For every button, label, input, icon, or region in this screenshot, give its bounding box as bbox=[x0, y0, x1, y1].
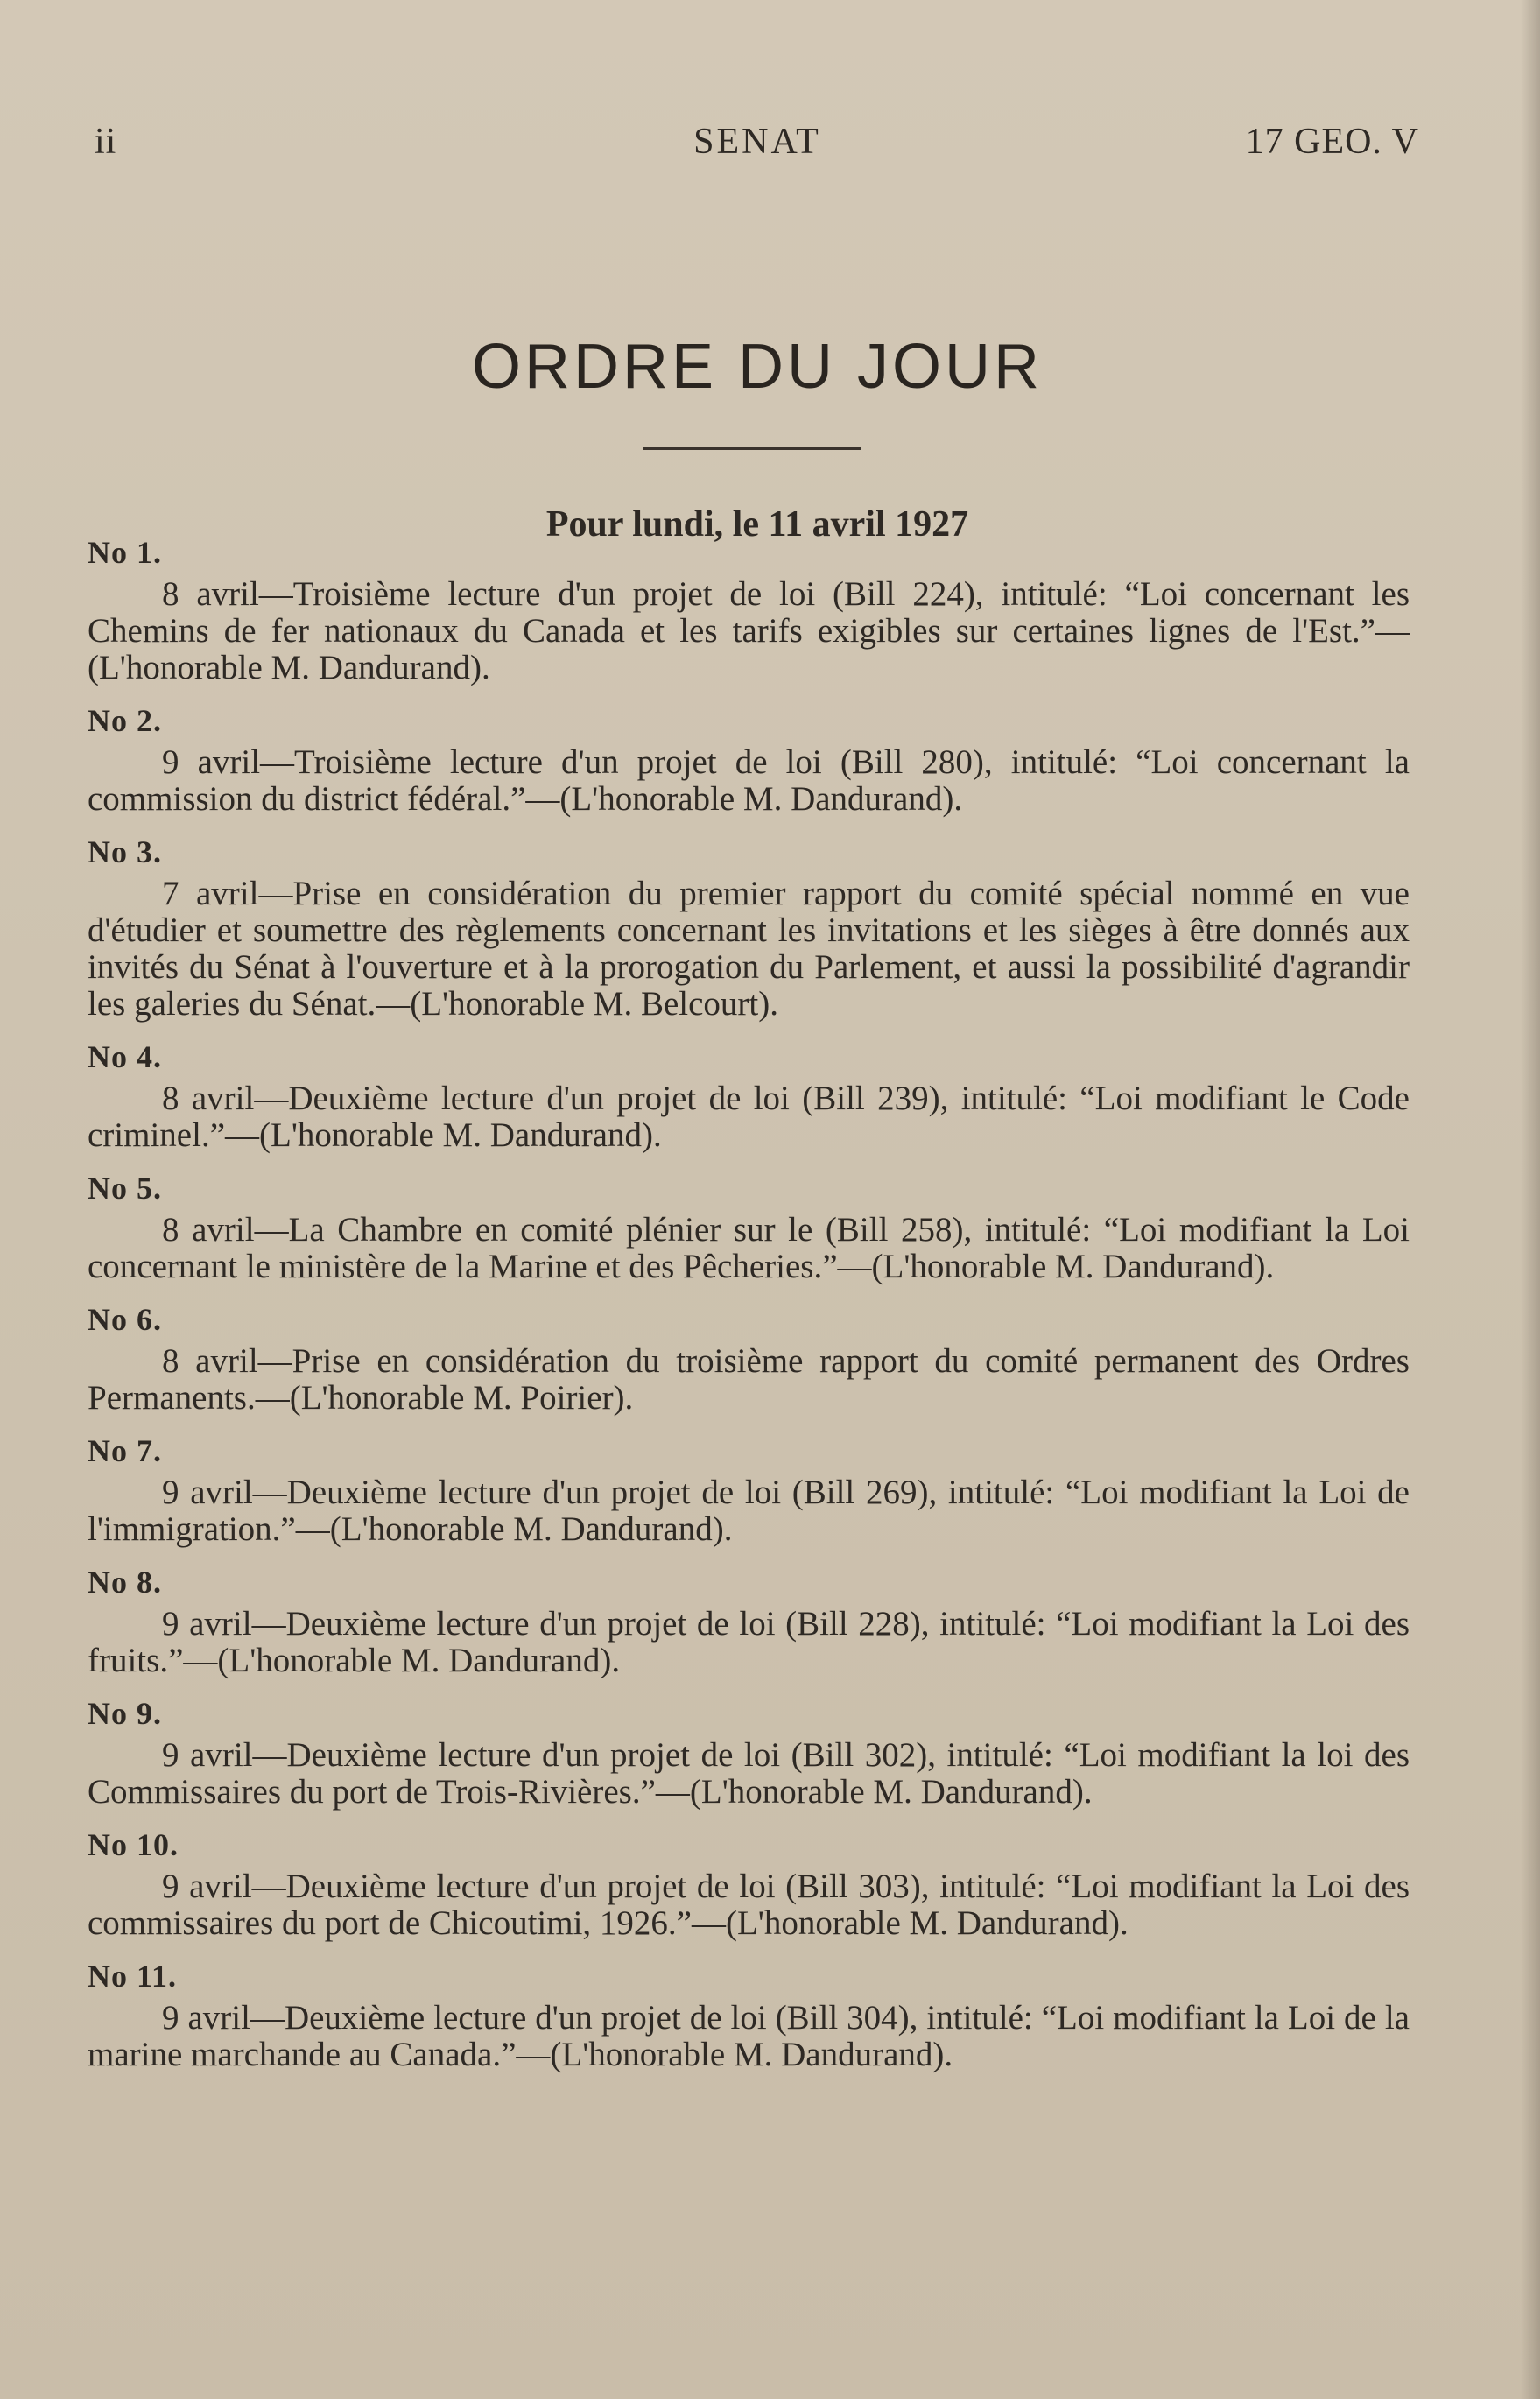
order-item bbox=[88, 531, 1410, 686]
item-number: No 5. bbox=[88, 1171, 162, 1206]
page-edge-shadow bbox=[1521, 0, 1540, 2399]
date-subtitle: Pour lundi, le 11 avril 1927 bbox=[545, 504, 969, 545]
order-item bbox=[88, 1298, 1410, 1417]
order-item bbox=[88, 1692, 1410, 1811]
item-text: 9 avril—Deuxième lecture d'un projet de loi (Bill 228), intitulé: “Loi modifiant la Loi des fruits.”—(L'honorable M. Dandurand). bbox=[88, 1605, 1410, 1679]
item-text: 9 avril—Deuxième lecture d'un projet de loi (Bill 304), intitulé: “Loi modifiant la Loi de la marine marchande au Canada.”—(L'honorable M. Dandurand). bbox=[88, 1999, 1410, 2073]
item-text: 9 avril—Deuxième lecture d'un projet de loi (Bill 269), intitulé: “Loi modifiant la Loi de l'immigration.”—(L'honorable M. Dandurand). bbox=[88, 1474, 1410, 1548]
item-number: No 11. bbox=[88, 1959, 178, 1994]
item-number: No 6. bbox=[88, 1302, 162, 1337]
order-list bbox=[88, 531, 1410, 2086]
order-item bbox=[88, 1035, 1410, 1154]
order-item bbox=[88, 1954, 1410, 2073]
item-text: 7 avril—Prise en considération du premier rapport du comité spécial nommé en vue d'étudier et soumettre des règlements concernant les invitations et les sièges à être donnés aux invités du Sénat à l'ouverture et à la prorogation du Parlement, et aussi la possibilité d'agrandir les galeries du Sénat.—(L'honorable M. Belcourt). bbox=[88, 875, 1410, 1023]
page-title: ORDRE DU JOUR bbox=[471, 332, 1043, 402]
item-text: 9 avril—Troisième lecture d'un projet de loi (Bill 280), intitulé: “Loi concernant la commission du district fédéral.”—(L'honorable M. Dandurand). bbox=[88, 743, 1410, 818]
item-number: No 3. bbox=[88, 834, 162, 869]
session-label: 17 GEO. V bbox=[1245, 122, 1419, 162]
order-item bbox=[88, 830, 1410, 1023]
item-number: No 2. bbox=[88, 703, 162, 738]
item-number: No 8. bbox=[88, 1565, 162, 1600]
page-number: ii bbox=[95, 122, 117, 162]
item-text: 8 avril—Troisième lecture d'un projet de loi (Bill 224), intitulé: “Loi concernant les Chemins de fer nationaux du Canada et les tarifs exigibles sur certaines lignes de l'Est.”—(L'honorable M. Dandurand). bbox=[88, 575, 1410, 686]
running-header: SENAT bbox=[693, 122, 821, 162]
item-number: No 1. bbox=[88, 535, 162, 570]
item-number: No 9. bbox=[88, 1696, 162, 1731]
order-item bbox=[88, 1560, 1410, 1679]
order-item bbox=[88, 1823, 1410, 1942]
item-text: 8 avril—Prise en considération du troisième rapport du comité permanent des Ordres Permanents.—(L'honorable M. Poirier). bbox=[88, 1342, 1410, 1417]
order-item bbox=[88, 1429, 1410, 1548]
title-divider bbox=[643, 447, 861, 450]
order-item bbox=[88, 699, 1410, 818]
item-text: 8 avril—Deuxième lecture d'un projet de loi (Bill 239), intitulé: “Loi modifiant le Code criminel.”—(L'honorable M. Dandurand). bbox=[88, 1080, 1410, 1154]
item-text: 9 avril—Deuxième lecture d'un projet de loi (Bill 302), intitulé: “Loi modifiant la loi des Commissaires du port de Trois-Rivières.”—(L'honorable M. Dandurand). bbox=[88, 1736, 1410, 1811]
item-number: No 4. bbox=[88, 1039, 162, 1074]
item-text: 8 avril—La Chambre en comité plénier sur le (Bill 258), intitulé: “Loi modifiant la Loi concernant le ministère de la Marine et des Pêcheries.”—(L'honorable M. Dandurand). bbox=[88, 1211, 1410, 1285]
item-number: No 10. bbox=[88, 1827, 179, 1862]
item-text: 9 avril—Deuxième lecture d'un projet de loi (Bill 303), intitulé: “Loi modifiant la Loi des commissaires du port de Chicoutimi, 1926.”—(L'honorable M. Dandurand). bbox=[88, 1868, 1410, 1942]
item-number: No 7. bbox=[88, 1433, 162, 1468]
order-item bbox=[88, 1166, 1410, 1285]
